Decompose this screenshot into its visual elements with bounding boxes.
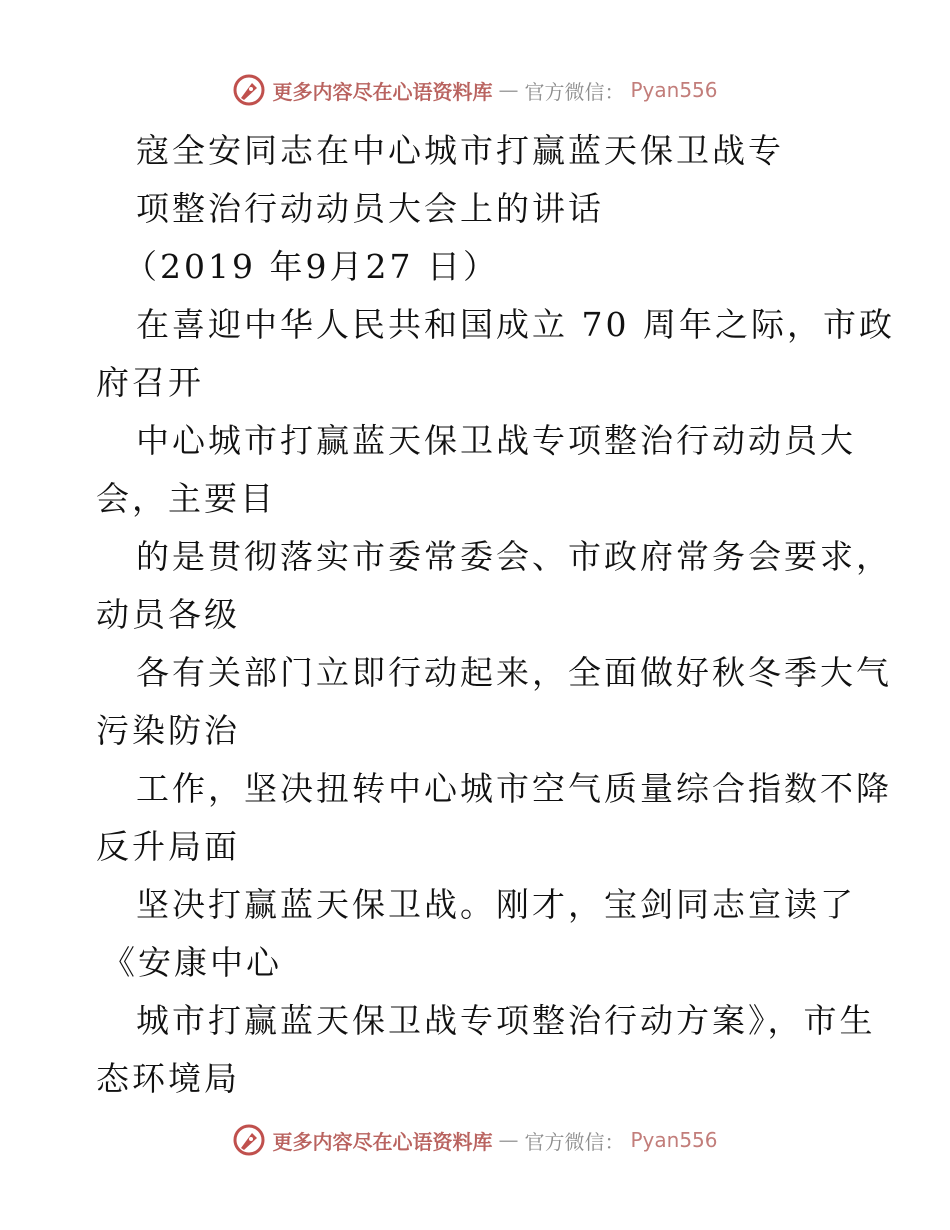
watermark-text: 更多内容尽在心语资料库 [272,1129,493,1154]
paragraph-line: 会，主要目 [96,479,276,518]
document-title-line-1: 寇全安同志在中心城市打赢蓝天保卫战专 [136,131,784,170]
paragraph-line: 态环境局 [96,1059,240,1098]
paragraph-line: 在喜迎中华人民共和国成立 70 周年之际，市政 [136,305,895,344]
paragraph-line: 工作，坚决扭转中心城市空气质量综合指数不降 [136,769,892,808]
pen-nib-circle-icon [232,1123,266,1157]
paragraph-line: 中心城市打赢蓝天保卫战专项整治行动动员大 [136,421,856,460]
watermark-official-label: 官方微信： [524,1129,625,1154]
document-body [96,122,895,1108]
pen-nib-circle-icon [232,73,266,107]
document-title-line-2: 项整治行动动员大会上的讲话 [136,189,604,228]
paragraph-line: 反升局面 [96,827,240,866]
paragraph-line: 污染防治 [96,711,240,750]
document-date: （2019 年9月27 日） [124,247,499,286]
paragraph-line: 的是贯彻落实市委常委会、市政府常务会要求， [136,537,892,576]
footer-watermark [0,1120,950,1160]
paragraph-line: 坚决打赢蓝天保卫战。刚才，宝剑同志宣读了 [136,885,856,924]
watermark-account: Pyan556 [630,78,718,102]
paragraph-line: 府召开 [96,363,204,402]
paragraph-line: 动员各级 [96,595,240,634]
watermark-separator: — [498,1128,519,1152]
paragraph-line: 各有关部门立即行动起来，全面做好秋冬季大气 [136,653,892,692]
paragraph-line: 城市打赢蓝天保卫战专项整治行动方案》，市生 [136,1001,876,1040]
watermark-official-label: 官方微信： [524,79,625,104]
watermark-separator: — [498,78,519,102]
header-watermark [0,70,950,110]
paragraph-line: 《安康中心 [102,943,282,982]
watermark-text: 更多内容尽在心语资料库 [272,79,493,104]
watermark-account: Pyan556 [630,1128,718,1152]
